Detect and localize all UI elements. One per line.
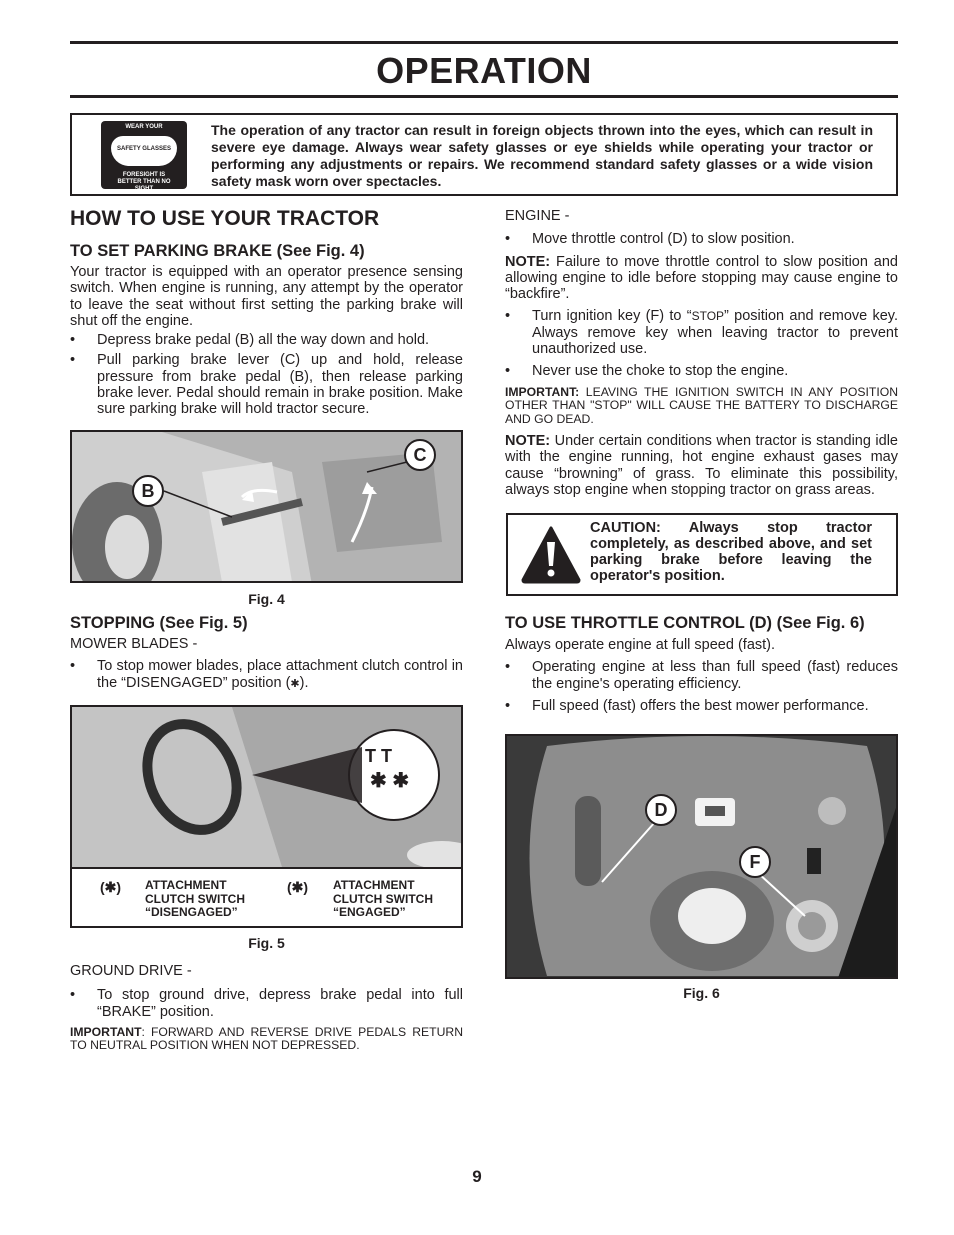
svg-text:✱ ✱: ✱ ✱ [370,770,410,792]
note-label: NOTE: [505,433,551,450]
note-label: NOTE: [505,253,551,270]
list-item: • Pull parking brake lever (C) up and hold, release pressure from brake pedal (B), then release parking brake lever. Pedal should remain in brake position. Make sure parking brake will hold tractor secure. [70,352,463,418]
bullet-text: Pull parking brake lever (C) up and hold, release pressure from brake pedal (B), then release parking brake lever. Pedal should remain in brake position. Make sure parking brake will hold tractor secure. [97,352,463,418]
title-rule [70,95,898,98]
bullet-text: Never use the choke to stop the engine. [532,363,789,380]
figure-5-caption: Fig. 5 [248,935,285,951]
stopping-section [70,613,463,692]
bullet-text: To stop ground drive, depress brake pedal into full “BRAKE” position. [97,987,463,1020]
list-item: • Turn ignition key (F) to “STOP” position and remove key. Always remove key when leaving tractor to prevent unauthorized use. [505,308,898,358]
ground-drive-subheading: GROUND DRIVE - [70,963,192,979]
list-item: • Operating engine at less than full speed (fast) reduces the engine's operating efficiency. [505,659,898,692]
bullet-text: Turn ignition key (F) to “ [532,308,692,325]
warning-triangle-icon [521,526,581,584]
legend-line: ATTACHMENT [145,878,227,892]
note-text: Failure to move throttle control to slow position and allowing engine to idle before stopping may cause engine to “backfire”. [505,253,898,303]
safety-warning-box [70,113,898,196]
ground-drive-section [70,963,463,1053]
legend-line: “ENGAGED” [333,905,406,919]
figure-4-caption: Fig. 4 [248,591,285,607]
badge-bottom-text: FORESIGHT IS BETTER THAN NO SIGHT [117,172,171,192]
safety-glasses-badge-icon [101,121,187,192]
important-label: IMPORTANT [70,1024,142,1039]
parking-brake-heading: TO SET PARKING BRAKE (See Fig. 4) [70,242,365,260]
callout-c: C [404,439,436,471]
ignition-important [505,386,898,427]
figure-4-image [70,430,463,583]
engaged-icon: (✱) [287,879,309,895]
right-column [505,208,898,498]
badge-top-text: WEAR YOUR [125,124,163,130]
callout-d: D [645,794,677,826]
important-label: IMPORTANT: [505,384,580,399]
bullet-text: Depress brake pedal (B) all the way down and hold. [97,332,430,349]
ground-drive-important [70,1026,463,1053]
stopping-heading: STOPPING (See Fig. 5) [70,614,248,632]
badge-mid-text: SAFETY GLASSES [117,146,171,152]
throttle-heading: TO USE THROTTLE CONTROL (D) (See Fig. 6) [505,614,865,632]
disengaged-icon: (✱) [100,879,122,895]
left-column [70,207,463,418]
parking-brake-paragraph: Your tractor is equipped with an operator presence sensing switch. When engine is running, any attempt by the operator to leave the seat without first setting the parking brake will shut off the engine. [70,264,463,329]
list-item: • To stop ground drive, depress brake pedal into full “BRAKE” position. [70,987,463,1020]
throttle-paragraph: Always operate engine at full speed (fast). [505,637,776,653]
bullet-text: To stop mower blades, place attachment clutch control in the “DISENGAGED” position ( [97,658,463,691]
legend-line: ATTACHMENT [333,878,415,892]
engine-subheading: ENGINE - [505,208,570,224]
section-heading: HOW TO USE YOUR TRACTOR [70,207,380,230]
note-throttle [505,254,898,303]
legend-engaged [333,879,433,920]
list-item: • Never use the choke to stop the engine. [505,363,789,380]
disengaged-symbol-icon: ✱ [290,677,300,690]
callout-b: B [132,475,164,507]
glasses-icon [111,136,177,166]
figure-6-image [505,734,898,979]
throttle-section [505,613,898,714]
caution-text: CAUTION: Always stop tractor completely, as described above, and set parking brake before leaving the operator's position. [590,520,872,584]
list-item: • Depress brake pedal (B) all the way down and hold. [70,332,430,349]
bullet-text-end: ” position and remove key. Always remove key when leaving tractor to prevent unauthorized use. [532,308,898,358]
stop-word: STOP [691,309,725,324]
mower-blades-subheading: MOWER BLADES - [70,636,198,652]
important-text: : FORWARD AND REVERSE DRIVE PEDALS RETURN TO NEUTRAL POSITION WHEN NOT DEPRESSED. [70,1024,463,1053]
figure-5-image [70,705,463,928]
bullet-text-end: ). [299,674,309,691]
legend-disengaged [145,879,245,920]
list-item: • Move throttle control (D) to slow position. [505,231,795,248]
caution-box [506,513,898,596]
important-text: LEAVING THE IGNITION SWITCH IN ANY POSITION OTHER THAN "STOP" WILL CAUSE THE BATTERY TO DISCHARGE AND GO DEAD. [505,384,898,426]
legend-line: CLUTCH SWITCH [333,891,433,906]
page-title: OPERATION [376,50,592,91]
top-rule [70,41,898,44]
dashboard-illustration [507,736,898,979]
figure-6-caption: Fig. 6 [683,985,720,1001]
figure-5-legend [72,867,463,926]
list-item: • Full speed (fast) offers the best mower performance. [505,697,869,714]
callout-f: F [739,846,771,878]
legend-line: “DISENGAGED” [145,905,238,919]
legend-line: CLUTCH SWITCH [145,891,245,906]
bullet-text: Operating engine at less than full speed (fast) reduces the engine's operating efficiency. [532,659,898,692]
bullet-text: Move throttle control (D) to slow position. [532,231,795,248]
page-number: 9 [472,1167,482,1186]
bullet-text: Full speed (fast) offers the best mower performance. [532,697,869,714]
list-item: • To stop mower blades, place attachment clutch control in the “DISENGAGED” position (✱). [70,658,463,691]
svg-text:T T: T T [365,746,392,766]
clutch-switch-illustration [72,707,463,867]
note-text: Under certain conditions when tractor is standing idle with the engine running, hot engine exhaust gases may cause “browning” of grass. To eliminate this possibility, always stop engine when stopping tractor on grass areas. [505,433,898,499]
note-browning [505,433,898,498]
safety-warning-text: The operation of any tractor can result in foreign objects thrown into the eyes, which can result in severe eye damage. Always wear safety glasses or eye shields while operating your tractor or performing any adjustments or repairs. We recommend standard safety glasses or a wide vision safety mask worn over spectacles. [211,122,873,189]
